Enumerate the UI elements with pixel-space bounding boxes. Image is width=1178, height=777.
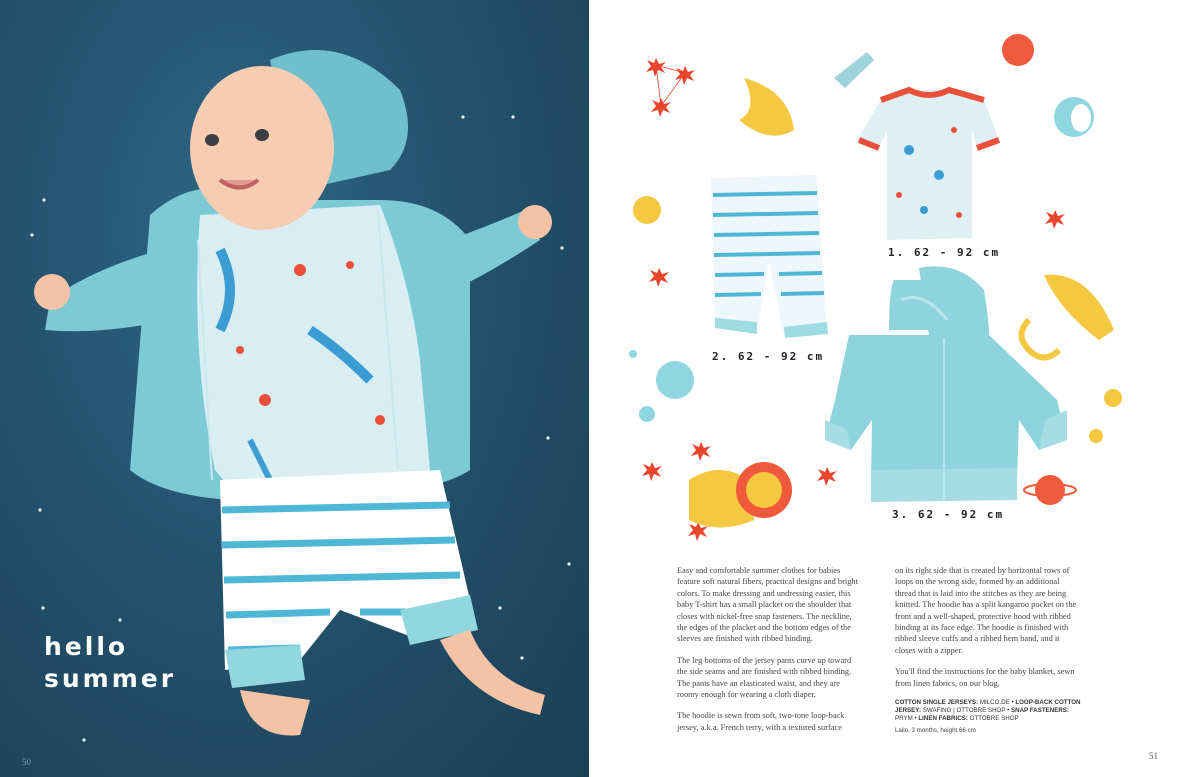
credit-value: OTTOBRE SHOP: [967, 715, 1019, 723]
page-number-right: 51: [1149, 751, 1158, 761]
credit-value: MILCO.DE •: [978, 699, 1016, 707]
credit-key: LOOP-BACK COTTON JERSEY:: [895, 699, 1081, 715]
credit-key: LINEN FABRICS:: [918, 715, 968, 723]
credit-key: COTTON SINGLE JERSEYS:: [895, 699, 979, 707]
lion-illustration: [689, 462, 792, 528]
text-column-1: [677, 565, 863, 743]
body-paragraph: The leg bottoms of the jersey pants curve up toward the side seams and are finished with ribbed binding. The pants have an elasticated waist, and they are roomy enough for wearing a cloth diaper.: [677, 655, 852, 700]
body-paragraph: Easy and comfortable summer clothes for babies feature soft natural fibers, practical designs and bright colors. To make dressing and undressing easier, this baby T-shirt has a small placket on the shoulder that closes with nickel-free snap fasteners. The neckline, the edges of the placket and the bottom edges of the sleeves are finished with ribbed binding.: [677, 566, 858, 644]
text-column-2: [895, 565, 1081, 736]
credit-value: PRYM •: [895, 715, 919, 723]
garment-label-2: 2. 62 - 92 cm: [712, 350, 825, 363]
headline-line-2: summer: [44, 664, 177, 693]
right-page: [589, 0, 1178, 777]
tshirt-garment: [857, 90, 999, 240]
hoodie-garment: [825, 266, 1067, 502]
body-paragraph: The hoodie is sewn from soft, two-tone loop-back jersey, a.k.a. French terry, with a textured surface: [677, 711, 845, 732]
body-paragraph: on its right side that is created by horizontal rows of loops on the wrong side, formed by an additional thread that is laid into the stitches as they are being knitted. The hoodie has a split kangaroo pocket on the front and a well-shaped, protective hood with ribbed binding at its face edge. The hoodie is finished with ribbed sleeve cuffs and a ribbed hem band, and it closes with a zipper.: [895, 566, 1077, 655]
headline-line-1: hello: [44, 632, 129, 661]
fabric-credits: [895, 699, 1081, 724]
credit-key: SNAP FASTENERS:: [1010, 707, 1069, 715]
credit-value: SWAFING | OTTOBRE SHOP •: [921, 707, 1011, 715]
garment-label-1: 1. 62 - 92 cm: [888, 246, 1001, 259]
model-note: Lailo, 3 months, height 66 cm: [895, 726, 976, 734]
hello-summer-headline: [44, 632, 176, 694]
body-paragraph: You'll find the instructions for the baby blanket, sewn from linen fabrics, on our blog.: [895, 667, 1075, 688]
garment-label-3: 3. 62 - 92 cm: [892, 508, 1005, 521]
pants-garment: [711, 175, 828, 338]
page-number-left: 50: [22, 757, 31, 767]
